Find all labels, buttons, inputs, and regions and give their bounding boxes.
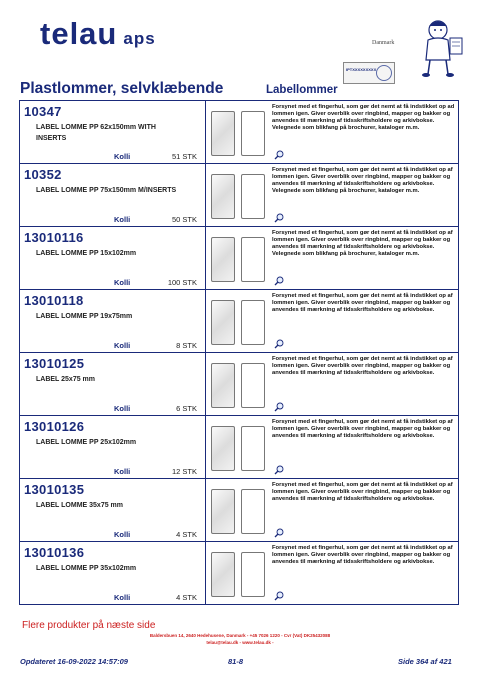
product-image[interactable]: [207, 101, 271, 163]
product-image[interactable]: [207, 479, 271, 541]
kolli-label: Kolli: [114, 530, 131, 539]
certification-badge-icon: [343, 62, 395, 84]
product-description: Forsynet med et fingerhul, som gør det nemt at få indstikket op ad lommen igen. Giver overblik over ringbind, mapper og bakker og anvendes til mærkning af tidsskriftsholdere og arkivbokse. Velegnede som blikfang på brochurer, kataloger m.m.: [272, 104, 455, 132]
product-name: LABEL LOMME PP 75x150mm M/INSERTS: [36, 187, 177, 194]
page-title: Plastlommer, selvklæbende: [20, 80, 224, 97]
zoom-icon[interactable]: [274, 591, 284, 601]
zoom-icon[interactable]: [274, 528, 284, 538]
product-qty: 6 STK: [176, 404, 197, 413]
product-number[interactable]: 13010125: [24, 356, 85, 371]
company-address: Baldersbuen 14, 2640 Hedehusene, Danmark - +45 7026 1220 - Cvr (Vat) DK25432088: [149, 633, 331, 638]
product-image[interactable]: [207, 542, 271, 604]
zoom-icon[interactable]: [274, 276, 284, 286]
product-qty: 4 STK: [176, 530, 197, 539]
brand-name: telau: [40, 16, 118, 51]
more-products-link[interactable]: Flere produkter på næste side: [22, 620, 156, 631]
product-number[interactable]: 10347: [24, 104, 62, 119]
product-qty: 4 STK: [176, 593, 197, 602]
product-row: [19, 226, 459, 290]
product-image[interactable]: [207, 290, 271, 352]
product-image[interactable]: [207, 164, 271, 226]
product-description: Forsynet med et fingerhul, som gør det nemt at få indstikket op af lommen igen. Giver overblik over ringbind, mapper og bakker og anvendes til mærkning af tidsskriftsholdere og arkivbokse.: [272, 482, 453, 503]
product-qty: 12 STK: [171, 467, 197, 476]
product-row: [19, 541, 459, 605]
zoom-icon[interactable]: [274, 213, 284, 223]
product-name: LABEL LOMME PP 62x150mm WITH INSERTS: [36, 124, 156, 142]
product-description: Forsynet med et fingerhul, som gør det nemt at få indstikket op af lommen igen. Giver overblik over ringbind, mapper og bakker og anvendes til mærkning af tidsskriftsholdere og arkivbokse. Velegnede som blikfang på brochurer, kataloger m.m.: [272, 230, 453, 258]
badge-logo: [376, 65, 392, 81]
product-number[interactable]: 10352: [24, 167, 62, 182]
product-image[interactable]: [207, 416, 271, 478]
kolli-label: Kolli: [114, 215, 131, 224]
product-qty: 100 STK: [167, 278, 197, 287]
product-name: LABEL LOMME 35x75 mm: [36, 502, 124, 509]
zoom-icon[interactable]: [274, 465, 284, 475]
product-number[interactable]: 13010136: [24, 545, 85, 560]
kolli-label: Kolli: [114, 467, 131, 476]
product-name: LABEL LOMME PP 15x102mm: [36, 250, 137, 257]
product-number[interactable]: 13010116: [24, 230, 84, 245]
product-row: [19, 100, 459, 164]
zoom-icon[interactable]: [274, 339, 284, 349]
kolli-label: Kolli: [114, 404, 131, 413]
product-row: [19, 415, 459, 479]
product-name: LABEL LOMME PP 35x102mm: [36, 565, 137, 572]
product-number[interactable]: 13010118: [24, 293, 84, 308]
page-number: Side 364 af 421: [398, 657, 452, 666]
product-row: [19, 352, 459, 416]
product-description: Forsynet med et fingerhul, som gør det nemt at få indstikket op af lommen igen. Giver overblik over ringbind, mapper og bakker og anvendes til mærkning af tidsskriftsholdere og arkivbokse.: [272, 419, 453, 440]
kolli-label: Kolli: [114, 341, 131, 350]
section-title: Labellommer: [266, 84, 338, 96]
zoom-icon[interactable]: [274, 150, 284, 160]
product-qty: 50 STK: [171, 215, 197, 224]
product-row: [19, 163, 459, 227]
product-list: [19, 100, 459, 605]
kolli-label: Kolli: [114, 593, 131, 602]
product-row: [19, 289, 459, 353]
kolli-label: Kolli: [114, 152, 131, 161]
product-name: LABEL LOMME PP 19x75mm: [36, 313, 133, 320]
product-description: Forsynet med et fingerhul, som gør det nemt at få indstikket op af lommen igen. Giver overblik over ringbind, mapper og bakker og anvendes til mærkning af tidsskriftsholdere og arkivbokse.: [272, 545, 453, 566]
product-name: LABEL LOMME PP 25x102mm: [36, 439, 137, 446]
product-number[interactable]: 13010126: [24, 419, 85, 434]
product-qty: 8 STK: [176, 341, 197, 350]
section-number: 81-8: [228, 657, 244, 666]
product-description: Forsynet med et fingerhul, som gør det nemt at få indstikket op af lommen igen. Giver overblik over ringbind, mapper og bakker og anvendes til mærkning af tidsskriftsholdere og arkivbokse. Velegnede som blikfang på brochurer, kataloger m.m.: [272, 167, 453, 195]
country-label: Danmark: [372, 40, 395, 46]
product-image[interactable]: [207, 227, 271, 289]
product-description: Forsynet med et fingerhul, som gør det nemt at få indstikket op af lommen igen. Giver overblik over ringbind, mapper og bakker og anvendes til mærkning af tidsskriftsholdere og arkivbokse.: [272, 293, 453, 314]
product-row: [19, 478, 459, 542]
badge-text: IPTXXXXXXXXX: [346, 67, 377, 72]
company-logo: [40, 16, 156, 52]
product-description: Forsynet med et fingerhul, som gør det nemt at få indstikket op af lommen igen. Giver overblik over ringbind, mapper og bakker og anvendes til mærkning af tidsskriftsholdere og arkivbokse.: [272, 356, 453, 377]
updated-timestamp: Opdateret 16-09-2022 14:57:09: [20, 657, 128, 666]
brand-suffix: aps: [123, 29, 156, 48]
kolli-label: Kolli: [114, 278, 131, 287]
mascot-icon: [410, 18, 466, 78]
zoom-icon[interactable]: [274, 402, 284, 412]
product-number[interactable]: 13010135: [24, 482, 85, 497]
product-name: LABEL 25x75 mm: [36, 376, 96, 383]
company-contact[interactable]: telau@telau.dk - www.telau.dk -: [206, 640, 274, 645]
product-qty: 51 STK: [171, 152, 197, 161]
product-image[interactable]: [207, 353, 271, 415]
